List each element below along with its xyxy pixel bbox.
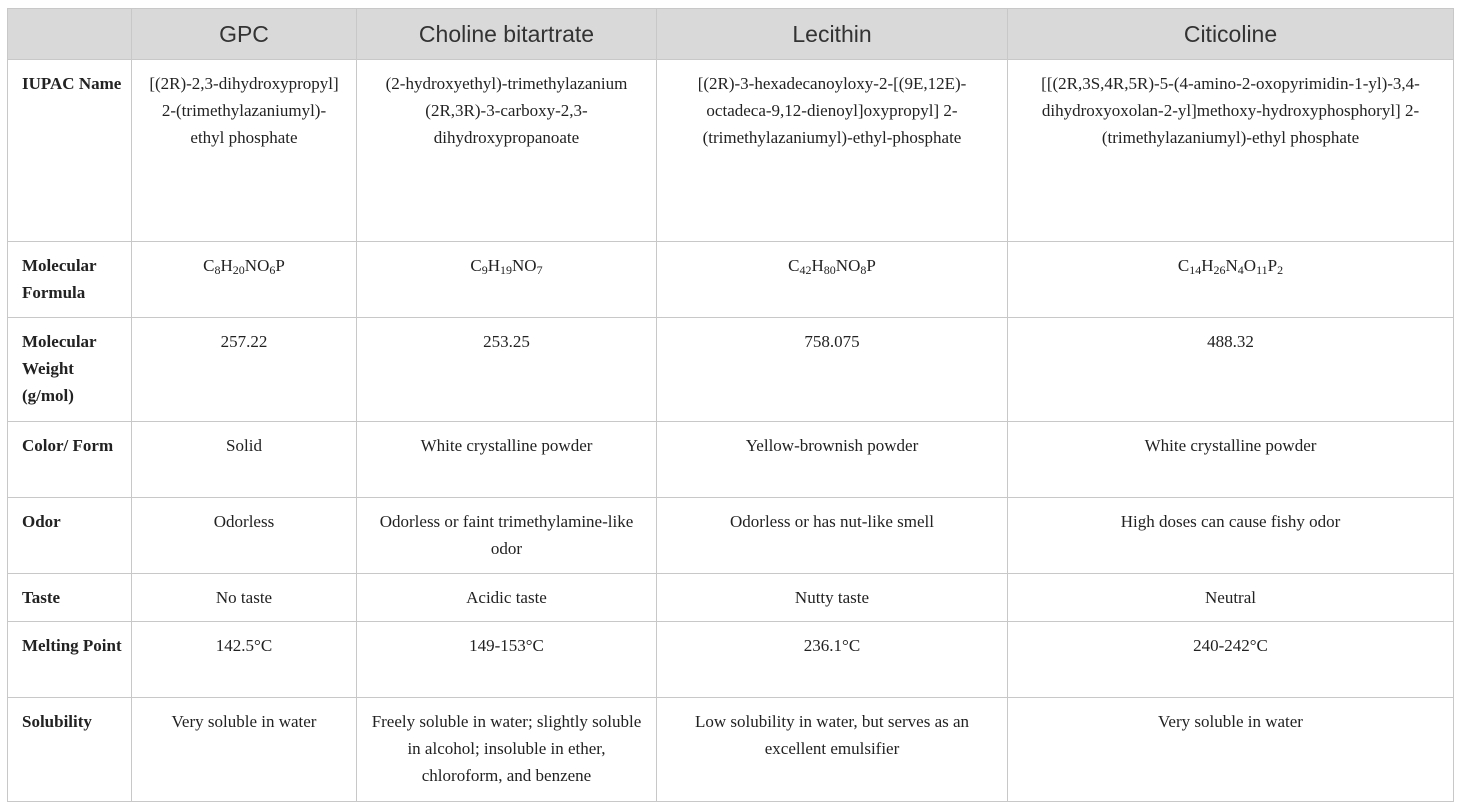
formula-element: H — [220, 256, 233, 275]
formula-subscript: 14 — [1189, 263, 1202, 277]
formula-element: H — [811, 256, 824, 275]
table-cell: 758.075 — [657, 318, 1008, 422]
row-taste — [8, 574, 1454, 622]
formula-element: NO — [512, 256, 537, 275]
table-cell: [(2R)-3-hexadecanoyloxy-2-[(9E,12E)-octadeca-9,12-dienoyl]oxypropyl] 2-(trimethylazaniumyl)-ethyl-phosphate — [657, 60, 1008, 242]
table-cell: Odorless or faint trimethylamine-like odor — [357, 498, 657, 574]
formula-subscript: 8 — [860, 263, 867, 277]
row-label: Taste — [8, 574, 132, 622]
table-cell: Neutral — [1008, 574, 1454, 622]
table-cell — [357, 242, 657, 318]
table-cell: White crystalline powder — [1008, 422, 1454, 498]
table-cell: Nutty taste — [657, 574, 1008, 622]
table-cell — [1008, 242, 1454, 318]
formula-subscript: 26 — [1213, 263, 1226, 277]
table-cell: Very soluble in water — [1008, 698, 1454, 802]
table-cell: Low solubility in water, but serves as an excellent emulsifier — [657, 698, 1008, 802]
table-cell: 488.32 — [1008, 318, 1454, 422]
formula-subscript: 9 — [481, 263, 488, 277]
formula-element: P — [1267, 256, 1278, 275]
formula-element: C — [203, 256, 215, 275]
row-label: Odor — [8, 498, 132, 574]
formula-subscript: 80 — [823, 263, 836, 277]
row-molecular-formula — [8, 242, 1454, 318]
table-cell: 142.5°C — [132, 622, 357, 698]
table-cell: 253.25 — [357, 318, 657, 422]
row-label: Molecular Formula — [8, 242, 132, 318]
table-cell: Freely soluble in water; slightly soluble in alcohol; insoluble in ether, chloroform, and benzene — [357, 698, 657, 802]
row-iupac-name — [8, 60, 1454, 242]
table-cell: [[(2R,3S,4R,5R)-5-(4-amino-2-oxopyrimidin-1-yl)-3,4-dihydroxyoxolan-2-yl]methoxy-hydroxyphosphoryl] 2-(trimethylazaniumyl)-ethyl phosphate — [1008, 60, 1454, 242]
formula-element: P — [275, 256, 285, 275]
table-cell: Very soluble in water — [132, 698, 357, 802]
table-cell — [657, 242, 1008, 318]
formula-element: N — [1225, 256, 1238, 275]
comparison-table — [7, 8, 1454, 802]
table-cell: Solid — [132, 422, 357, 498]
header-corner-cell — [8, 9, 132, 60]
formula-element: C — [1177, 256, 1190, 275]
formula-gpc — [203, 256, 285, 275]
formula-subscript: 4 — [1237, 263, 1244, 277]
table-cell: 257.22 — [132, 318, 357, 422]
formula-subscript: 6 — [269, 263, 276, 277]
row-label: Melting Point — [8, 622, 132, 698]
table-cell: 240-242°C — [1008, 622, 1454, 698]
row-label: IUPAC Name — [8, 60, 132, 242]
table-cell: High doses can cause fishy odor — [1008, 498, 1454, 574]
table-cell: Yellow-brownish powder — [657, 422, 1008, 498]
formula-subscript: 2 — [1277, 263, 1284, 277]
row-molecular-weight — [8, 318, 1454, 422]
formula-element: H — [1201, 256, 1214, 275]
table-cell: Odorless — [132, 498, 357, 574]
formula-element: NO — [244, 256, 270, 275]
formula-element: C — [470, 256, 482, 275]
row-label: Molecular Weight (g/mol) — [8, 318, 132, 422]
table-cell: White crystalline powder — [357, 422, 657, 498]
formula-element: C — [788, 256, 800, 275]
header-row — [8, 9, 1454, 60]
row-melting-point — [8, 622, 1454, 698]
formula-citicoline — [1178, 256, 1283, 275]
table-cell: [(2R)-2,3-dihydroxypropyl] 2-(trimethylazaniumyl)-ethyl phosphate — [132, 60, 357, 242]
header-citicoline: Citicoline — [1008, 9, 1454, 60]
row-color-form — [8, 422, 1454, 498]
formula-subscript: 19 — [500, 263, 513, 277]
header-lecithin: Lecithin — [657, 9, 1008, 60]
table-cell: 236.1°C — [657, 622, 1008, 698]
formula-subscript: 7 — [536, 263, 543, 277]
table-cell: No taste — [132, 574, 357, 622]
formula-element: O — [1243, 256, 1257, 275]
header-gpc: GPC — [132, 9, 357, 60]
row-solubility — [8, 698, 1454, 802]
header-choline-bitartrate: Choline bitartrate — [357, 9, 657, 60]
table-cell: Odorless or has nut-like smell — [657, 498, 1008, 574]
formula-subscript: 11 — [1256, 263, 1268, 277]
table-cell: (2-hydroxyethyl)-trimethylazanium (2R,3R)-3-carboxy-2,3-dihydroxypropanoate — [357, 60, 657, 242]
formula-lecithin — [788, 256, 876, 275]
table-cell: 149-153°C — [357, 622, 657, 698]
row-label: Color/ Form — [8, 422, 132, 498]
formula-element: NO — [835, 256, 861, 275]
table-cell: Acidic taste — [357, 574, 657, 622]
formula-subscript: 42 — [799, 263, 812, 277]
row-label: Solubility — [8, 698, 132, 802]
formula-choline-bitartrate — [470, 256, 542, 275]
row-odor — [8, 498, 1454, 574]
formula-subscript: 8 — [214, 263, 221, 277]
table-cell — [132, 242, 357, 318]
formula-element: P — [866, 256, 876, 275]
formula-subscript: 20 — [232, 263, 245, 277]
formula-element: H — [487, 256, 501, 275]
